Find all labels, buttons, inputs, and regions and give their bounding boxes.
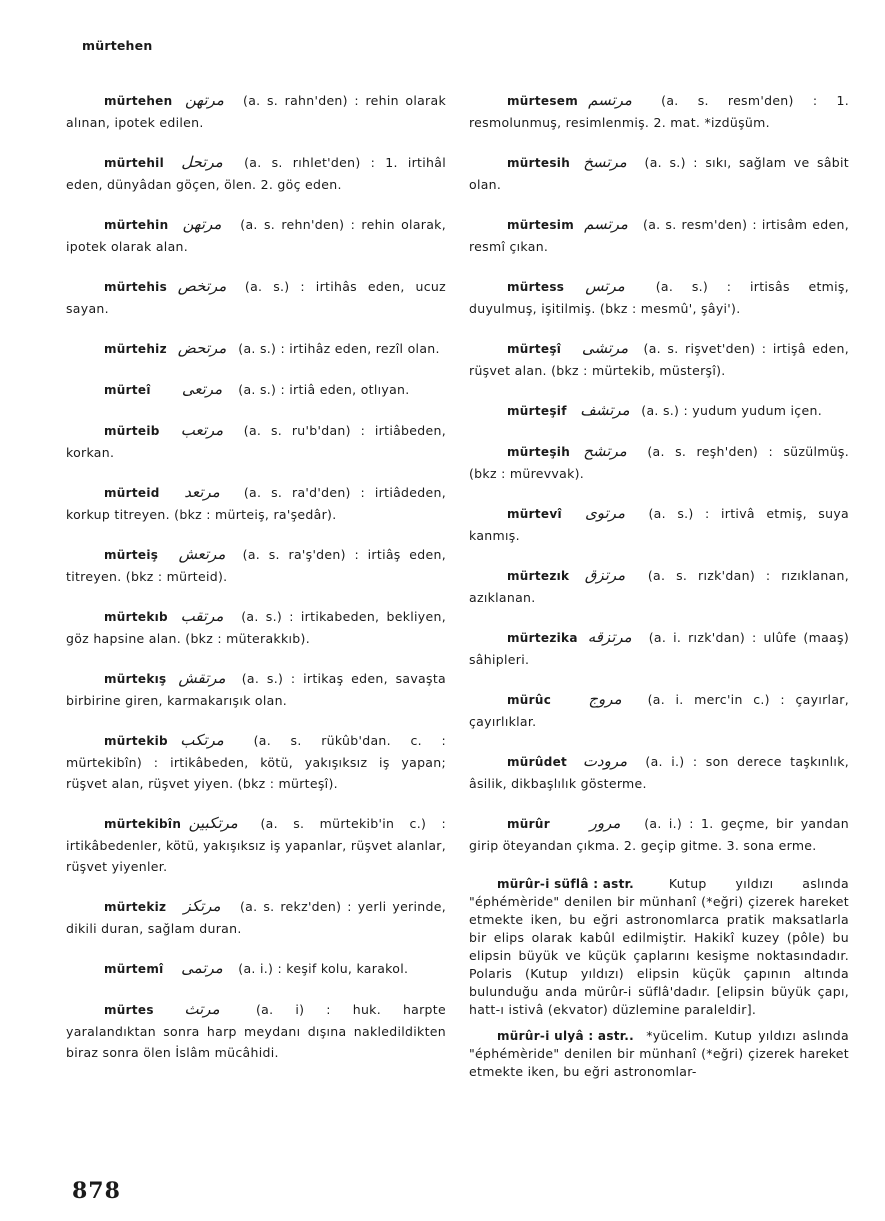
arabic-script: مرتقب — [180, 607, 224, 625]
arabic-script: مرتكز — [183, 897, 221, 915]
headword: mürteib — [104, 424, 160, 438]
definition: (a. s.) : irtihâz eden, rezîl olan. — [238, 341, 440, 356]
definition: (a. s. ra'ş'den) : irtiâş eden, titreyen. (bkz : mürteid). — [66, 547, 446, 584]
dictionary-entry — [469, 565, 849, 608]
arabic-script: مرتقش — [178, 669, 226, 687]
headword: mürtehiz — [104, 342, 167, 356]
headword: mürtevî — [507, 507, 562, 521]
definition: (a. s.) : irtivâ etmiş, suya kanmış. — [469, 506, 849, 543]
headword: mürtehin — [104, 218, 169, 232]
dictionary-entry — [66, 606, 446, 649]
definition: (a. s.) : irtikabeden, bekliyen, göz hapsine alan. (bkz : müterakkıb). — [66, 609, 446, 646]
arabic-script: مرتشف — [580, 401, 630, 419]
definition: (a. s. ru'b'dan) : irtiâbeden, korkan. — [66, 423, 447, 460]
definition: (a. s.) : irtikaş eden, savaşta birbirine giren, karmakarışık olan. — [66, 671, 446, 708]
arabic-script: مرتسم — [584, 215, 628, 233]
definition: (a. s. rızk'dan) : rızıklanan, azıklanan. — [469, 568, 849, 605]
headword: mürtekış — [104, 672, 167, 686]
dictionary-entry — [66, 214, 446, 257]
definition: (a. s.) : sıkı, sağlam ve sâbit olan. — [469, 155, 849, 192]
dictionary-entry — [66, 896, 446, 939]
arabic-script: مرتكبين — [188, 814, 238, 832]
headword: mürtes — [104, 1003, 154, 1017]
dictionary-entry — [66, 544, 446, 587]
headword: mürtesim — [507, 218, 574, 232]
headword: mürtekıb — [104, 610, 168, 624]
dictionary-entry — [469, 338, 849, 381]
dictionary-entry — [469, 503, 849, 546]
definition: (a. s. reşh'den) : süzülmüş. (bkz : mürevvak). — [469, 444, 849, 481]
headword: mürûr-i ulyâ : astr.. — [497, 1029, 635, 1043]
dictionary-entry — [66, 813, 446, 877]
arabic-script: مرتشح — [583, 442, 627, 460]
arabic-script: مرتهن — [182, 215, 222, 233]
definition: (a. s. rıhlet'den) : 1. irtihâl eden, dünyâdan göçen, ölen. 2. göç eden. — [66, 155, 446, 192]
arabic-script: مرتسخ — [583, 153, 627, 171]
left-column — [66, 90, 446, 1082]
dictionary-entry — [469, 751, 849, 794]
definition: *yücelim. Kutup yıldızı aslında "éphémèride" denilen bir münhanî (*eğri) çizerek hareket etmekte iken, bu eğri astronomlar- — [469, 1028, 849, 1079]
definition: (a. s. rahn'den) : rehin olarak alınan, ipotek edilen. — [66, 93, 446, 130]
definition: (a. s. rehn'den) : rehin olarak, ipotek olarak alan. — [66, 217, 446, 254]
dictionary-entry — [469, 276, 849, 319]
page-number: 878 — [72, 1178, 121, 1204]
headword: mürtehil — [104, 156, 165, 170]
dictionary-entry — [469, 1027, 849, 1081]
definition: (a. s. rükûb'dan. c. : mürtekibîn) : irtikâbeden, kötü, yakışıksız iş yapan; rüşvet alan, rüşvet yiyen. (bkz : mürteşî). — [66, 733, 446, 791]
arabic-script: مرور — [589, 814, 621, 832]
headword: mürtezık — [507, 569, 570, 583]
dictionary-entry — [469, 813, 849, 856]
definition: (a. s.) : irtihâs eden, ucuz sayan. — [66, 279, 446, 316]
arabic-script: مرتعش — [178, 545, 226, 563]
definition: (a. i.) : keşif kolu, karakol. — [238, 961, 409, 976]
arabic-script: مرتث — [184, 1000, 220, 1018]
dictionary-entry — [469, 400, 849, 422]
definition: (a. s. rekz'den) : yerli yerinde, dikili duran, sağlam duran. — [66, 899, 446, 936]
dictionary-entry — [66, 668, 446, 711]
headword: mürûdet — [507, 755, 568, 769]
definition: (a. i) : huk. harpte yaralandıktan sonra harp meydanı dışına nakledildikten biraz sonra ölen İslâm mücâhidi. — [66, 1002, 446, 1060]
headword: mürteid — [104, 486, 160, 500]
headword: mürtesih — [507, 156, 571, 170]
definition: (a. s.) : yudum yudum içen. — [641, 403, 822, 418]
dictionary-entry — [469, 689, 849, 732]
arabic-script: مروج — [588, 690, 622, 708]
headword: mürtess — [507, 280, 565, 294]
dictionary-entry — [66, 276, 446, 319]
arabic-script: مرتحض — [177, 339, 227, 357]
dictionary-entry — [66, 999, 446, 1063]
headword: mürtekib — [104, 734, 168, 748]
headword: mürûr-i süflâ : astr. — [497, 877, 635, 891]
dictionary-entry — [469, 627, 849, 670]
headword: mürtekiz — [104, 900, 167, 914]
arabic-script: مرتهن — [185, 91, 224, 109]
headword: mürteşih — [507, 445, 571, 459]
definition: (a. s.) : irtisâs etmiş, duyulmuş, işitilmiş. (bkz : mesmû', şâyi'). — [469, 279, 849, 316]
dictionary-entry — [66, 152, 446, 195]
arabic-script: مرتشى — [581, 339, 629, 357]
arabic-script: مرتوى — [585, 504, 625, 522]
arabic-script: مرتعد — [184, 483, 220, 501]
arabic-script: مرتعب — [180, 421, 224, 439]
headword: mürteî — [104, 383, 151, 397]
definition: (a. s. mürtekib'in c.) : irtikâbedenler, kötü, yakışıksız iş yapanlar, rüşvet alanlar, rüşvet yiyenler. — [66, 816, 446, 874]
arabic-script: مرتزق — [584, 566, 626, 584]
arabic-script: مرودت — [582, 752, 628, 770]
headword: mürtesem — [507, 94, 579, 108]
arabic-script: مرتسم — [588, 91, 632, 109]
dictionary-entry — [469, 214, 849, 257]
headword: mürtehis — [104, 280, 168, 294]
headword: mürtemî — [104, 962, 164, 976]
dictionary-entry — [66, 420, 446, 463]
definition: (a. s. resm'den) : irtisâm eden, resmî çıkan. — [469, 217, 849, 254]
dictionary-entry — [469, 875, 849, 1019]
headword: mürtezika — [507, 631, 578, 645]
headword: mürteşif — [507, 404, 567, 418]
dictionary-entry — [66, 90, 446, 133]
headword: mürteiş — [104, 548, 159, 562]
dictionary-entry — [66, 379, 446, 401]
arabic-script: مرتس — [585, 277, 625, 295]
dictionary-entry — [469, 441, 849, 484]
headword: mürtehen — [104, 94, 173, 108]
definition: (a. s. ra'd'den) : irtiâdeden, korkup titreyen. (bkz : mürteiş, ra'şedâr). — [66, 485, 446, 522]
arabic-script: مرتكب — [180, 731, 224, 749]
dictionary-entry — [66, 482, 446, 525]
definition: (a. s.) : irtiâ eden, otlıyan. — [238, 382, 410, 397]
definition: (a. s. resm'den) : 1. resmolunmuş, resimlenmiş. 2. mat. *izdüşüm. — [469, 93, 849, 130]
right-column — [469, 90, 849, 1089]
headword: mürûr — [507, 817, 550, 831]
dictionary-entry — [66, 730, 446, 794]
definition: (a. i. rızk'dan) : ulûfe (maaş) sâhipleri. — [469, 630, 849, 667]
arabic-script: مرتعى — [181, 380, 223, 398]
headword: mürtekibîn — [104, 817, 182, 831]
definition: (a. i. merc'in c.) : çayırlar, çayırlıklar. — [469, 692, 849, 729]
dictionary-entry — [469, 90, 849, 133]
dictionary-entry — [66, 338, 446, 360]
arabic-script: مرتخص — [177, 277, 227, 295]
definition: (a. i.) : son derece taşkınlık, âsilik, dikbaşlılık gösterme. — [469, 754, 850, 791]
running-header: mürtehen — [82, 38, 153, 53]
headword: mürûc — [507, 693, 552, 707]
definition: Kutup yıldızı aslında "éphémèride" denilen bir münhanî (*eğri) çizerek hareket etmekte iken, bu eğri astronomlarca pratik maksatlarla bir elips olarak kabûl edilmiştir. Hakikî kuzey (pôle) bu elipsin büyük ve küçük çaplarını kesişme noktasındadır. Polaris (Kutup yıldızı) elipsin küçük çapının altında bulunduğu anda mürûr-i süflâ'dadır. [elipsin büyük çapı, hatt-ı istivâ (ekvator) düzlemine paraleldir]. — [469, 876, 849, 1017]
definition: (a. i.) : 1. geçme, bir yandan girip öteyandan çıkma. 2. geçip gitme. 3. sona erme. — [469, 816, 849, 853]
dictionary-entry — [66, 958, 446, 980]
definition: (a. s. rişvet'den) : irtişâ eden, rüşvet alan. (bkz : mürtekib, müsterşî). — [469, 341, 849, 378]
arabic-script: مرتمى — [181, 959, 223, 977]
dictionary-entry — [469, 152, 849, 195]
arabic-script: مرتحل — [181, 153, 223, 171]
arabic-script: مرتزقه — [587, 628, 632, 646]
headword: mürteşî — [507, 342, 562, 356]
